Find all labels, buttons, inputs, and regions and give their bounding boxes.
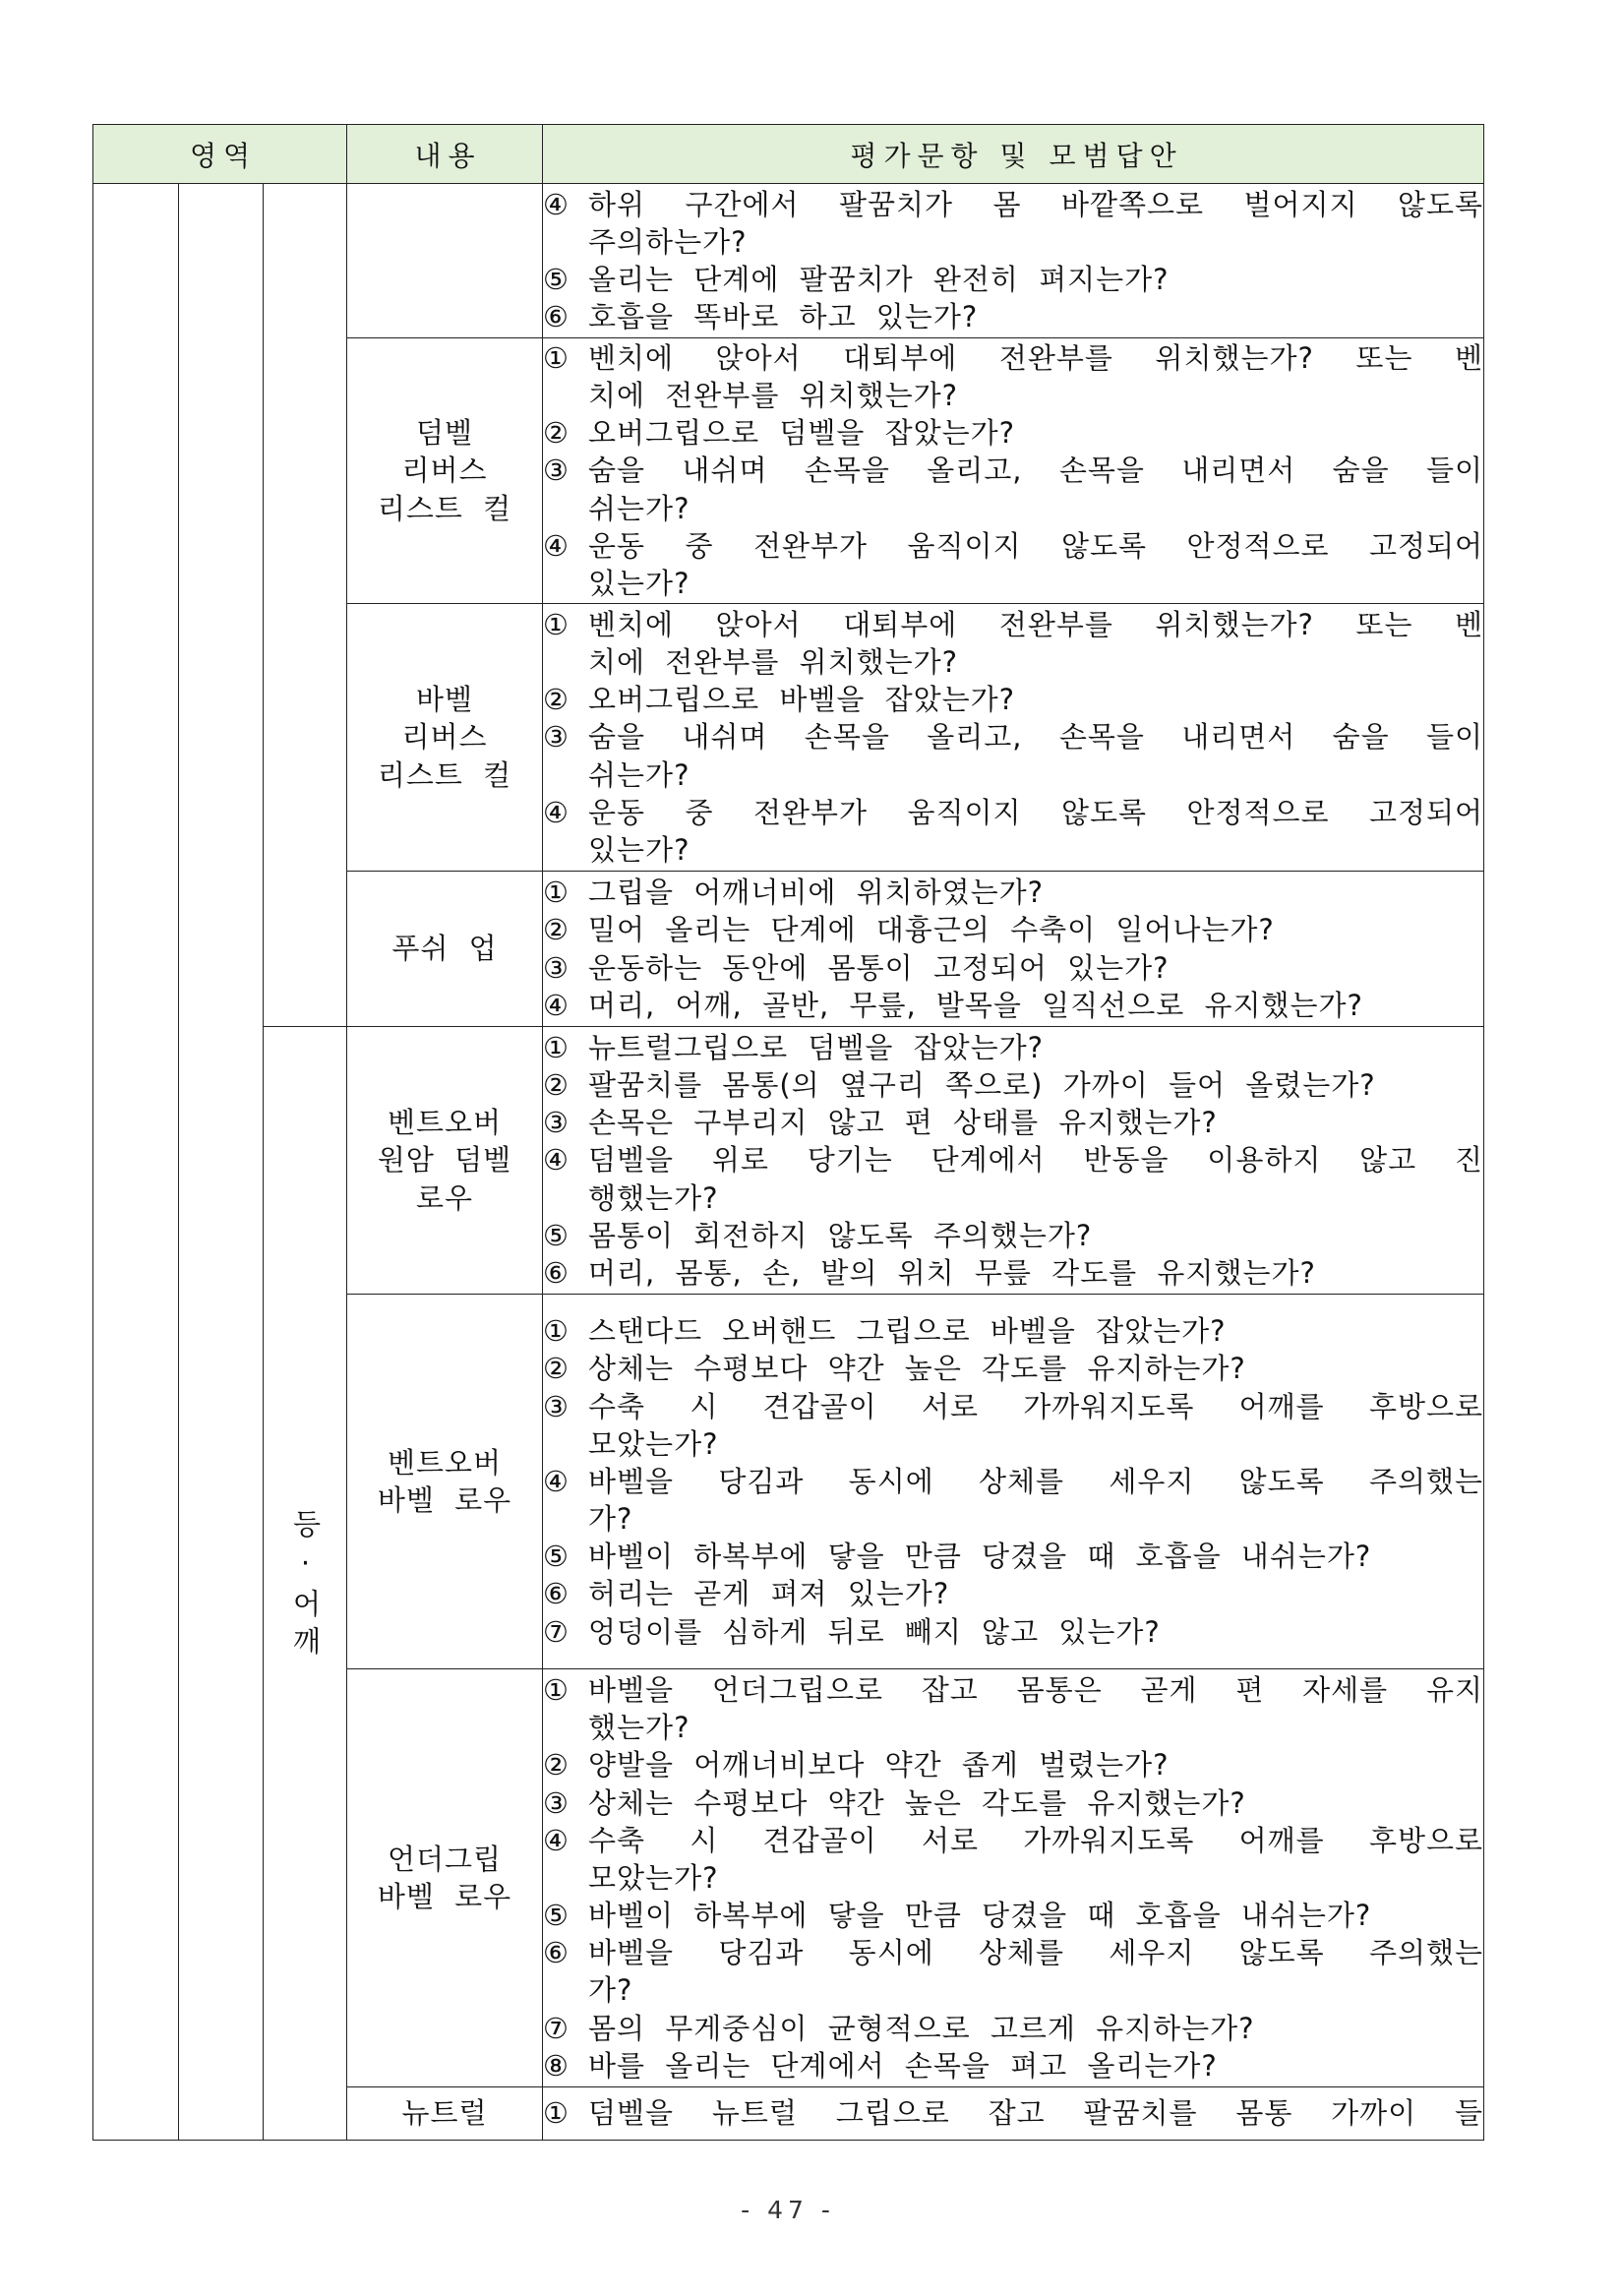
question-list: [543, 604, 1484, 872]
content-label: [347, 338, 543, 604]
content-label-line: 리버스: [401, 720, 488, 755]
question-line: 올리는 단계에 팔꿈치가 완전히 펴지는가?: [588, 263, 1170, 296]
question-number: ⑤: [543, 1218, 570, 1252]
table-row: [93, 1027, 1484, 1295]
content-label-line: 뉴트럴: [401, 2096, 488, 2131]
content-label-line: 바벨: [416, 683, 474, 717]
question-number: ②: [543, 1068, 570, 1103]
question-number: ①: [543, 2096, 570, 2131]
question-number: ⑤: [543, 263, 570, 296]
question-item: [543, 1671, 1483, 1746]
question-line: 상체는 수평보다 약간 높은 각도를 유지했는가?: [588, 1785, 1246, 1820]
question-line: 가?: [588, 1973, 633, 2008]
question-number: ⑥: [543, 1255, 570, 1290]
question-line: 숨을 내쉬며 손목을 올리고, 손목을 내리면서 숨을 들이: [588, 453, 1484, 488]
question-line: 손목은 구부리지 않고 편 상태를 유지했는가?: [588, 1106, 1218, 1140]
area-col-2: [179, 184, 264, 2141]
question-item: [543, 1463, 1483, 1538]
question-line: 운동 중 전완부가 움직이지 않도록 안정적으로 고정되어: [588, 528, 1484, 563]
table-row: [93, 184, 1484, 338]
question-item: [543, 1934, 1483, 2009]
area-col-3-upper: [264, 184, 347, 1027]
question-number: ⑤: [543, 1540, 570, 1574]
content-label: [347, 2087, 543, 2141]
question-item: [543, 1897, 1483, 1934]
question-item: [543, 1312, 1483, 1350]
question-line: 오버그립으로 바벨을 잡았는가?: [588, 683, 1016, 717]
question-line: 행했는가?: [588, 1180, 719, 1215]
question-line: 머리, 몸통, 손, 발의 위치 무릎 각도를 유지했는가?: [588, 1255, 1316, 1290]
question-number: ④: [543, 1143, 570, 1178]
question-line: 바벨이 하복부에 닿을 만큼 당겼을 때 호흡을 내쉬는가?: [588, 1540, 1372, 1574]
question-number: ①: [543, 340, 570, 375]
content-label-line: 바벨 로우: [377, 1880, 512, 1913]
question-item: [543, 1217, 1483, 1254]
question-number: ⑧: [543, 2048, 570, 2083]
question-item: [543, 1104, 1483, 1141]
question-line: 벤치에 앉아서 대퇴부에 전완부를 위치했는가? 또는 벤: [588, 607, 1484, 641]
question-number: ①: [543, 607, 570, 641]
question-item: [543, 1538, 1483, 1575]
content-label: [347, 1027, 543, 1295]
header-content: 내용: [347, 125, 543, 184]
question-item: [543, 298, 1483, 335]
content-label-line: 로우: [416, 1180, 474, 1215]
question-line: 쉬는가?: [588, 491, 690, 525]
question-line: 하위 구간에서 팔꿈치가 몸 바깥쪽으로 벌어지지 않도록: [588, 187, 1484, 221]
header-questions: 평가문항 및 모범답안: [543, 125, 1484, 184]
question-item: [543, 949, 1483, 987]
question-number: ④: [543, 795, 570, 829]
question-number: ④: [543, 1464, 570, 1498]
question-item: [543, 1746, 1483, 1783]
question-list: [543, 338, 1484, 604]
question-item: [543, 186, 1483, 261]
question-line: 벤치에 앉아서 대퇴부에 전완부를 위치했는가? 또는 벤: [588, 340, 1484, 375]
question-list: [543, 872, 1484, 1027]
content-label-line: 벤트오버: [388, 1445, 503, 1480]
question-item: [543, 606, 1483, 681]
question-number: ③: [543, 1106, 570, 1140]
question-number: ①: [543, 1672, 570, 1707]
question-number: ⑤: [543, 1899, 570, 1933]
question-line: 운동 중 전완부가 움직이지 않도록 안정적으로 고정되어: [588, 795, 1484, 829]
question-list: [543, 1027, 1484, 1295]
question-number: ①: [543, 876, 570, 910]
question-line: 오버그립으로 덤벨을 잡았는가?: [588, 416, 1016, 451]
question-number: ④: [543, 988, 570, 1022]
question-item: [543, 414, 1483, 452]
question-item: [543, 261, 1483, 298]
content-label-line: 리스트 컬: [377, 491, 512, 525]
question-number: ②: [543, 913, 570, 947]
question-line: 운동하는 동안에 몸통이 고정되어 있는가?: [588, 950, 1170, 985]
question-line: 바벨을 당김과 동시에 상체를 세우지 않도록 주의했는: [588, 1936, 1484, 1970]
question-number: ③: [543, 1389, 570, 1423]
question-item: [543, 1575, 1483, 1612]
question-line: 모았는가?: [588, 1426, 719, 1461]
question-line: 그립을 어깨너비에 위치하였는가?: [588, 876, 1045, 910]
question-line: 모았는가?: [588, 1860, 719, 1895]
question-item: [543, 1029, 1483, 1066]
question-item: [543, 1613, 1483, 1651]
question-line: 바를 올리는 단계에서 손목을 펴고 올리는가?: [588, 2048, 1218, 2083]
question-line: 몸통이 회전하지 않도록 주의했는가?: [588, 1218, 1093, 1252]
content-label-line: 언더그립: [388, 1842, 503, 1876]
question-number: ②: [543, 416, 570, 451]
content-label-line: 푸쉬 업: [391, 932, 498, 966]
question-number: ⑥: [543, 300, 570, 334]
question-line: 엉덩이를 심하게 뒤로 빼지 않고 있는가?: [588, 1614, 1161, 1649]
content-label-line: 원암 덤벨: [377, 1143, 512, 1178]
question-line: 밀어 올리는 단계에 대흉근의 수축이 일어나는가?: [588, 913, 1275, 947]
question-line: 상체는 수평보다 약간 높은 각도를 유지하는가?: [588, 1352, 1246, 1386]
content-label-line: 바벨 로우: [377, 1483, 512, 1517]
question-list: [543, 184, 1484, 338]
question-item: [543, 2094, 1483, 2132]
question-number: ⑦: [543, 2011, 570, 2045]
content-label: [347, 604, 543, 872]
question-line: 있는가?: [588, 832, 690, 867]
question-number: ③: [543, 1785, 570, 1820]
question-number: ④: [543, 1823, 570, 1857]
question-line: 호흡을 똑바로 하고 있는가?: [588, 300, 979, 334]
question-line: 덤벨을 위로 당기는 단계에서 반동을 이용하지 않고 진: [588, 1143, 1484, 1178]
question-number: ④: [543, 528, 570, 563]
question-number: ③: [543, 720, 570, 755]
content-label-line: 리스트 컬: [377, 757, 512, 792]
question-item: [543, 911, 1483, 948]
question-item: [543, 1822, 1483, 1897]
header-row: [93, 125, 1484, 184]
question-line: 수축 시 견갑골이 서로 가까워지도록 어깨를 후방으로: [588, 1389, 1484, 1423]
question-line: 양발을 어깨너비보다 약간 좁게 벌렸는가?: [588, 1748, 1170, 1782]
question-line: 스탠다드 오버핸드 그립으로 바벨을 잡았는가?: [588, 1314, 1227, 1349]
question-line: 가?: [588, 1502, 633, 1537]
question-number: ②: [543, 1352, 570, 1386]
question-line: 주의하는가?: [588, 224, 748, 259]
page-number: - 47 -: [741, 2196, 835, 2224]
question-number: ②: [543, 683, 570, 717]
question-number: ③: [543, 950, 570, 985]
question-number: ⑦: [543, 1614, 570, 1649]
question-line: 머리, 어깨, 골반, 무릎, 발목을 일직선으로 유지했는가?: [588, 988, 1363, 1022]
question-number: ①: [543, 1030, 570, 1064]
question-line: 몸의 무게중심이 균형적으로 고르게 유지하는가?: [588, 2011, 1255, 2045]
question-item: [543, 718, 1483, 793]
question-line: 바벨을 당김과 동시에 상체를 세우지 않도록 주의했는: [588, 1464, 1484, 1498]
header-area: 영역: [93, 125, 347, 184]
question-line: 바벨을 언더그립으로 잡고 몸통은 곧게 편 자세를 유지: [588, 1672, 1484, 1707]
content-label-line: 리버스: [401, 453, 488, 488]
question-item: [543, 794, 1483, 869]
question-number: ②: [543, 1748, 570, 1782]
question-line: 있는가?: [588, 566, 690, 600]
question-item: [543, 452, 1483, 526]
evaluation-table: [92, 124, 1484, 2141]
question-number: ⑥: [543, 1577, 570, 1611]
question-line: 수축 시 견갑골이 서로 가까워지도록 어깨를 후방으로: [588, 1823, 1484, 1857]
content-label: [347, 872, 543, 1027]
content-label: [347, 184, 543, 338]
question-line: 쉬는가?: [588, 757, 690, 792]
question-item: [543, 1141, 1483, 1216]
question-item: [543, 874, 1483, 911]
question-number: ③: [543, 453, 570, 488]
question-item: [543, 2010, 1483, 2047]
question-number: ⑥: [543, 1936, 570, 1970]
question-line: 덤벨을 뉴트럴 그립으로 잡고 팔꿈치를 몸통 가까이 들: [588, 2096, 1484, 2131]
question-list: [543, 2087, 1484, 2141]
question-item: [543, 1388, 1483, 1463]
question-line: 뉴트럴그립으로 덤벨을 잡았는가?: [588, 1030, 1045, 1064]
question-line: 숨을 내쉬며 손목을 올리고, 손목을 내리면서 숨을 들이: [588, 720, 1484, 755]
content-label: [347, 1669, 543, 2087]
question-list: [543, 1295, 1484, 1669]
question-item: [543, 339, 1483, 414]
question-item: [543, 987, 1483, 1024]
question-line: 했는가?: [588, 1711, 690, 1745]
question-item: [543, 1254, 1483, 1292]
content-label-line: 덤벨: [416, 416, 474, 451]
content-label-line: 벤트오버: [388, 1106, 503, 1140]
question-line: 허리는 곧게 펴져 있는가?: [588, 1577, 950, 1611]
question-item: [543, 527, 1483, 602]
area-col-1: [93, 184, 179, 2141]
question-line: 바벨이 하복부에 닿을 만큼 당겼을 때 호흡을 내쉬는가?: [588, 1899, 1372, 1933]
question-item: [543, 1350, 1483, 1387]
question-line: 치에 전완부를 위치했는가?: [588, 379, 959, 413]
question-item: [543, 681, 1483, 718]
question-item: [543, 1784, 1483, 1822]
area-group-cell: [264, 1027, 347, 2141]
question-number: ①: [543, 1314, 570, 1349]
question-line: 치에 전완부를 위치했는가?: [588, 645, 959, 680]
question-list: [543, 1669, 1484, 2087]
question-number: ④: [543, 187, 570, 221]
content-label: [347, 1295, 543, 1669]
question-item: [543, 2047, 1483, 2085]
question-item: [543, 1066, 1483, 1104]
area-group-label: 등·어깨: [288, 1508, 323, 1663]
question-line: 팔꿈치를 몸통(의 옆구리 쪽으로) 가까이 들어 올렸는가?: [588, 1068, 1376, 1103]
